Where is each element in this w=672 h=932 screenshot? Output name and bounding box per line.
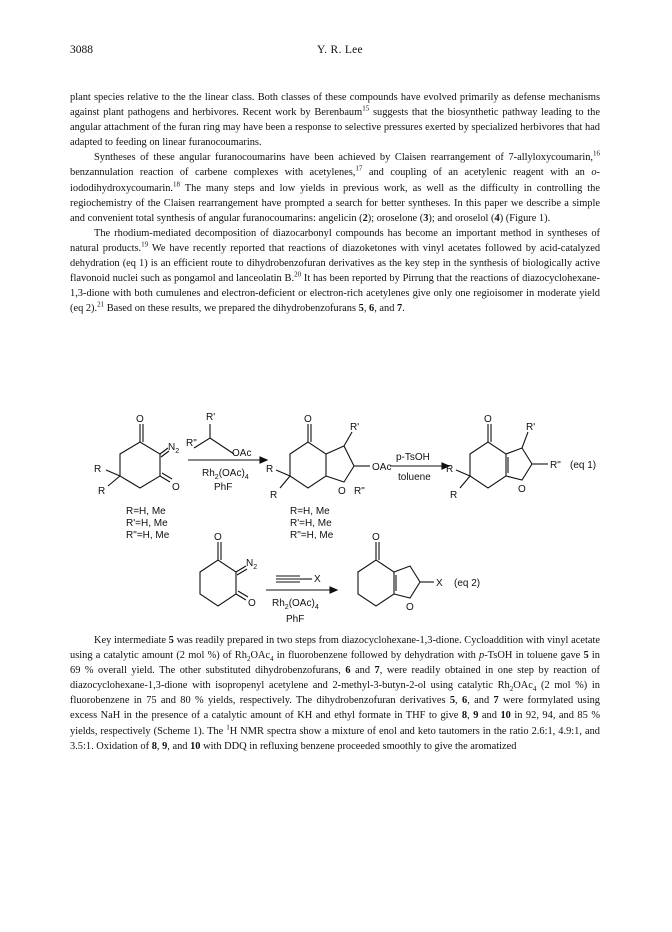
reaction-scheme xyxy=(90,410,610,630)
eq1-prod-o: O xyxy=(484,414,492,425)
eq1-prod-ring-o: O xyxy=(518,484,526,495)
eq1-int-r-prime: R' xyxy=(350,422,360,433)
text-run: 7 xyxy=(397,303,403,315)
text-run: 5 xyxy=(583,650,589,662)
eq1-int-r-dprime: R" xyxy=(354,486,365,497)
eq1-solvent: PhF xyxy=(214,482,233,493)
eq1-int-oac: OAc xyxy=(372,462,392,473)
eq1-label: (eq 1) xyxy=(570,460,597,471)
eq1-int-r-bottom: R xyxy=(270,490,278,501)
body-text-bottom xyxy=(70,633,600,754)
text-run: 4 xyxy=(494,212,500,224)
text-run: OAc xyxy=(250,650,271,662)
text-run: in fluorobenzene followed by dehydration with xyxy=(273,650,480,662)
eq1-prod-r-left: R xyxy=(446,464,454,475)
paragraph xyxy=(70,633,600,754)
eq1-reagent-oac: OAc xyxy=(232,448,252,459)
text-run: 5 xyxy=(449,695,456,707)
text-run: , xyxy=(156,740,163,752)
page-header xyxy=(70,44,610,60)
eq1-prod-ring xyxy=(470,442,506,488)
eq1-int-condition-1: R=H, Me xyxy=(290,506,330,517)
eq1-arrow2-bottom: toluene xyxy=(398,472,431,483)
text-run: We have recently reported that reactions of diazoketones with vinyl acetates followed by acid-catalyzed dehydration (eq 1) is an efficient route to dihydrobenzofuran derivatives as the key step in the synthesis of biologically active flavonoid nuclei such as pongamol and lanceolatin B. xyxy=(70,242,601,285)
eq1-reagent-r-prime: R' xyxy=(206,412,216,423)
eq1-sm-condition-2: R'=H, Me xyxy=(126,518,168,529)
text-run: and xyxy=(350,665,375,677)
text-run: , and xyxy=(467,695,494,707)
text-run: , xyxy=(467,710,474,722)
eq1-int-condition-2: R'=H, Me xyxy=(290,518,332,529)
text-run: The many steps and low yields in previous work, as well as the difficulty in controlling the regiochemistry of the Claisen rearrangement have prompted a search for better syntheses. In this paper we describe a simple and convenient total synthesis of angular furanocoumarins: angelicin ( xyxy=(70,182,600,224)
text-run: 5 xyxy=(168,635,174,646)
eq2-reagent-x: X xyxy=(314,574,321,585)
text-run: in 69 % overall yield. The other substituted dihydrobenzofurans, xyxy=(70,650,601,677)
text-run: was readily prepared in two steps from diazocyclohexane-1,3-dione. Cycloaddition with vinyl acetate using a catalytic amount (2 mol %) of Rh xyxy=(70,635,600,662)
eq1-sm-condition-3: R"=H, Me xyxy=(126,530,170,541)
text-run: 6 xyxy=(369,303,375,315)
text-run: 16 xyxy=(593,149,600,158)
eq2-prod-ring-o: O xyxy=(406,602,414,613)
eq1-prod-r-bottom: R xyxy=(450,490,458,501)
text-run: ) (Figure 1). xyxy=(499,212,551,224)
text-run: H NMR spectra show a mixture of enol and keto tautomers in the ratio 2.6:1, 4.9:1, and 3.5:1. Oxidation of xyxy=(70,725,600,752)
text-run: o xyxy=(591,167,597,179)
eq1-int-condition-3: R"=H, Me xyxy=(290,530,334,541)
text-run: Syntheses of these angular furanocoumarins have been achieved by Claisen rearrangement of 7-allyloxycoumarin, xyxy=(94,152,593,164)
text-run: 2 xyxy=(362,212,368,224)
eq1-sm-n2: $N_2$ xyxy=(168,442,180,455)
text-run: -iododihydroxycoumarin. xyxy=(70,167,601,194)
eq2-sm-n2: $N_2$ xyxy=(246,558,258,571)
eq2-sm-ring xyxy=(200,560,236,606)
paragraph xyxy=(70,150,600,225)
text-run: OAc xyxy=(513,680,533,692)
eq2-solvent: PhF xyxy=(286,614,305,625)
eq1-catalyst: $Rh_2(OAc)_4$ xyxy=(202,468,249,481)
text-run: 9 xyxy=(162,740,168,752)
text-run: 21 xyxy=(97,300,105,309)
text-run: 18 xyxy=(173,180,181,189)
eq1-sm-carbonyl-o: O xyxy=(136,414,144,425)
text-run: benzannulation reaction of carbene complexes with acetylenes, xyxy=(70,167,356,179)
eq2-catalyst: $Rh_2(OAc)_4$ xyxy=(272,598,319,611)
text-run: p xyxy=(479,650,485,662)
text-run: 6 xyxy=(345,665,351,677)
text-run: 15 xyxy=(362,104,370,113)
eq1-int-r-left: R xyxy=(266,464,274,475)
eq1-int-o: O xyxy=(304,414,312,425)
text-run: . xyxy=(402,303,405,315)
text-run: 4 xyxy=(270,655,274,664)
text-run: , and xyxy=(167,740,191,752)
eq2-sm-carbonyl-o: O xyxy=(214,532,222,543)
text-run: and xyxy=(478,710,501,722)
eq1-int-ring xyxy=(290,442,326,488)
text-run: (2 mol %) in fluorobenzene in 75 and 80 % yields, respectively. The dihydrobenzofuran derivatives xyxy=(70,680,600,707)
text-run: 10 xyxy=(500,710,511,722)
text-run: -TsOH in toluene gave xyxy=(484,650,584,662)
text-run: 9 xyxy=(473,710,479,722)
text-run: 8 xyxy=(151,740,157,752)
text-run: 5 xyxy=(358,303,364,315)
text-run: 7 xyxy=(493,695,499,707)
eq1-sm-r-bottom: R xyxy=(98,486,106,497)
paragraph xyxy=(70,226,600,317)
text-run: 6 xyxy=(462,695,468,707)
text-run: 3 xyxy=(423,212,429,224)
text-run: Key intermediate xyxy=(94,635,169,646)
text-run: , xyxy=(363,303,370,315)
running-head: Y. R. Lee xyxy=(317,44,363,56)
text-run: 10 xyxy=(190,740,201,752)
eq1-sm-r-top: R xyxy=(94,464,102,475)
text-run: plant species relative to the the linear class. Both classes of these compounds have evolved primarily as defense mechanisms against plant pathogens and herbivores. Recent work by Berenbaum xyxy=(70,92,600,119)
text-run: were formylated using excess NaH in the presence of a catalytic amount of KH and ethyl formate in THF to give xyxy=(70,695,600,722)
eq2-sm-ring-o: O xyxy=(248,598,256,609)
eq1-reagent-r-dprime: R" xyxy=(186,438,197,449)
eq2-label: (eq 2) xyxy=(454,578,481,589)
text-run: 8 xyxy=(461,710,468,722)
body-text-top xyxy=(70,90,600,316)
text-run: with DDQ in refluxing benzene proceeded smoothly to give the aromatized xyxy=(200,740,517,752)
text-run: , and xyxy=(374,303,398,315)
text-run: 17 xyxy=(355,165,363,173)
eq1-arrow2-top: p-TsOH xyxy=(396,452,430,463)
eq1-int-ring-o: O xyxy=(338,486,346,497)
eq1-prod-r-prime: R' xyxy=(526,422,536,433)
text-run: 2 xyxy=(509,685,514,694)
eq1-sm-ring xyxy=(120,442,160,488)
text-run: 4 xyxy=(532,685,537,694)
text-run: , were readily obtained in one step by reaction of diazocyclohexane-1,3-dione with isopropenyl acetylene and 2-methyl-3-butyn-2-ol using catalytic Rh xyxy=(70,665,601,692)
text-run: in 92, 94, and 85 % yields, respectively (Scheme 1). The xyxy=(70,710,600,737)
text-run: , xyxy=(455,695,462,707)
paragraph xyxy=(70,90,600,150)
text-run: 7 xyxy=(374,665,380,677)
page-number: 3088 xyxy=(70,44,93,56)
text-run: and coupling of an acetylenic reagent with an xyxy=(362,167,592,179)
text-run: 2 xyxy=(246,655,251,664)
text-run: ); oroselone ( xyxy=(367,212,424,224)
eq1-sm-condition-1: R=H, Me xyxy=(126,506,166,517)
text-run: ); and oroselol ( xyxy=(428,212,495,224)
text-run: 1 xyxy=(226,723,230,732)
eq2-prod-o: O xyxy=(372,532,380,543)
text-run: Based on these results, we prepared the dihydrobenzofurans xyxy=(104,303,359,315)
text-run: The rhodium-mediated decomposition of diazocarbonyl compounds has become an important method in syntheses of natural products. xyxy=(70,227,600,254)
text-run: 20 xyxy=(294,270,302,279)
eq1-prod-r-dprime: R" xyxy=(550,460,561,471)
eq2-prod-ring xyxy=(358,560,394,606)
reaction-scheme-drawing xyxy=(90,410,610,630)
text-run: suggests that the biosynthetic pathway leading to the angular attachment of the furan ring may have been a response to selective pressures exerted by specialized herbivores that had adapted to feeding on linear furanocoumarins. xyxy=(70,107,600,149)
text-run: It has been reported by Pirrung that the reactions of diazocyclohexane-1,3-dione with both cumulenes and electron-deficient or electron-rich acetylenes give only one regioisomer in moderate yield (eq 2). xyxy=(70,273,601,315)
eq2-prod-x: X xyxy=(436,578,443,589)
text-run: 19 xyxy=(141,240,149,249)
eq1-sm-ring-o: O xyxy=(172,482,180,493)
